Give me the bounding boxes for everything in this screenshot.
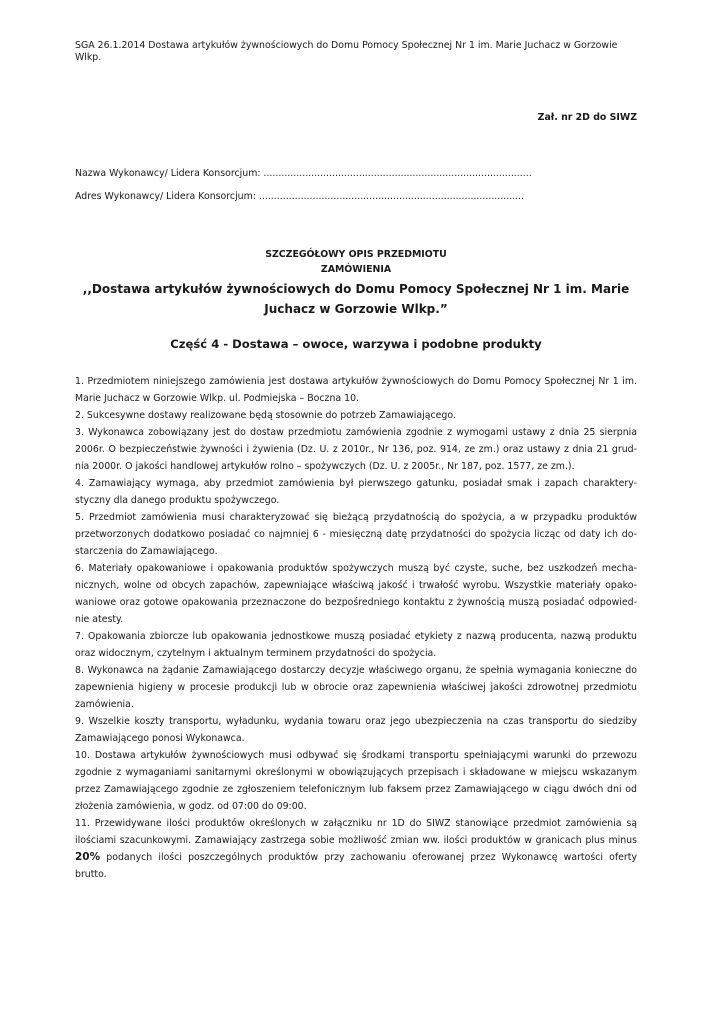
requirement-item: 1. Przedmiotem niniejszego zamówienia jest dostawa artykułów żywnościowych do Domu Pomocy Społecznej Nr 1 im. Marie Juchacz w Gorzowie Wlkp. ul. Podmiejska – Boczna 10. [75,376,637,404]
percentage-value: 20% [75,851,101,863]
requirement-item: 6. Materiały opakowaniowe i opakowania produktów spożywczych muszą być czyste, suche, bez uszkodzeń mecha-nicznych, wolne od obcych zapachów, zapewniające właściwą jakość i trwałość wyrobu. Wszystkie materiały opako-waniowe oraz gotowe opakowania przeznaczone do bezpośredniego kontaktu z żywnością muszą posiadać odpowied-nie atesty. [75,563,637,625]
requirements-list [75,373,637,883]
requirement-item: 3. Wykonawca zobowiązany jest do dostaw przedmiotu zamówienia zgodnie z wymogami ustawy z dnia 25 sierpnia 2006r. O bezpieczeństwie żywności i żywienia (Dz. U. z 2010r., Nr 136, poz. 914, ze zm.) oraz ustawy z dnia 21 grud-nia 2000r. O jakości handlowej artykułów rolno – spożywczych (Dz. U. z 2005r., Nr 187, poz. 1577, ze zm.). [75,427,637,472]
title-line-1: SZCZEGÓŁOWY OPIS PRZEDMIOTU [265,249,447,260]
requirement-item-11 [75,815,637,883]
title-line-2: ZAMÓWIENIA [320,264,392,275]
document-header: SGA 26.1.2014 Dostawa artykułów żywnościowych do Domu Pomocy Społecznej Nr 1 im. Marie Juchacz w Gorzowie Wlkp. [75,40,618,63]
requirement-11-text-after: podanych ilości poszczególnych produktów przy zachowaniu oferowanej przez Wykonawcę wartości oferty brutto. [75,852,637,880]
requirement-item: 4. Zamawiający wymaga, aby przedmiot zamówienia był pierwszego gatunku, posiadał smak i zapach charaktery-styczny dla danego produktu spożywczego. [75,478,637,506]
requirement-item: 5. Przedmiot zamówienia musi charakteryzować się bieżącą przydatnością do spożycia, a w przypadku produktów przetworzonych dodatkowo posiadać co najmniej 6 - miesięczną datę przydatności do spożycia licząc od daty ich do-starczenia do Zamawiającego. [75,512,637,557]
requirement-item: 2. Sukcesywne dostawy realizowane będą stosownie do potrzeb Zamawiającego. [75,410,456,421]
requirement-item: 7. Opakowania zbiorcze lub opakowania jednostkowe muszą posiadać etykiety z nazwą producenta, nazwą produktu oraz widocznym, czytelnym i aktualnym terminem przydatności do spożycia. [75,631,637,659]
contractor-address-field: Adres Wykonawcy/ Lidera Konsorcjum: ......................................................................................... [75,191,525,202]
requirement-item: 10. Dostawa artykułów żywnościowych musi odbywać się środkami transportu spełniającymi warunki do przewozu zgodnie z wymaganiami sanitarnymi określonymi w obowiązujących przepisach i składowane w miejscu wskazanym przez Zamawiającego zgodnie ze zgłoszeniem telefonicznym lub faksem przez Zamawiającego w ciągu dwóch dni od złożenia zamówienia, w godz. od 07:00 do 09:00. [75,750,637,812]
requirement-11-text-before: 11. Przewidywane ilości produktów określonych w załączniku nr 1D do SIWZ stanowiące przedmiot zamówienia są ilościami szacunkowymi. Zamawiający zastrzega sobie możliwość zmian ww. ilości produktów w granicach plus minus [75,818,637,846]
requirement-item: 9. Wszelkie koszty transportu, wyładunku, wydania towaru oraz jego ubezpieczenia na czas transportu do siedziby Zamawiającego ponosi Wykonawca. [75,716,637,744]
attachment-label: Zał. nr 2D do SIWZ [537,112,637,123]
order-title: ,,Dostawa artykułów żywnościowych do Domu Pomocy Społecznej Nr 1 im. Marie Juchacz w Gorzowie Wlkp.” [82,282,630,316]
requirement-item: 8. Wykonawca na żądanie Zamawiającego dostarczy decyzje właściwego organu, że spełnia wymagania konieczne do zapewnienia higieny w procesie produkcji lub w obrocie oraz zapewnienia właściwej jakości zdrowotnej przedmiotu zamówienia. [75,665,637,710]
contractor-name-field: Nazwa Wykonawcy/ Lidera Konsorcjum: .......................................................................................... [75,168,532,179]
part-title: Część 4 - Dostawa – owoce, warzywa i podobne produkty [170,337,542,351]
